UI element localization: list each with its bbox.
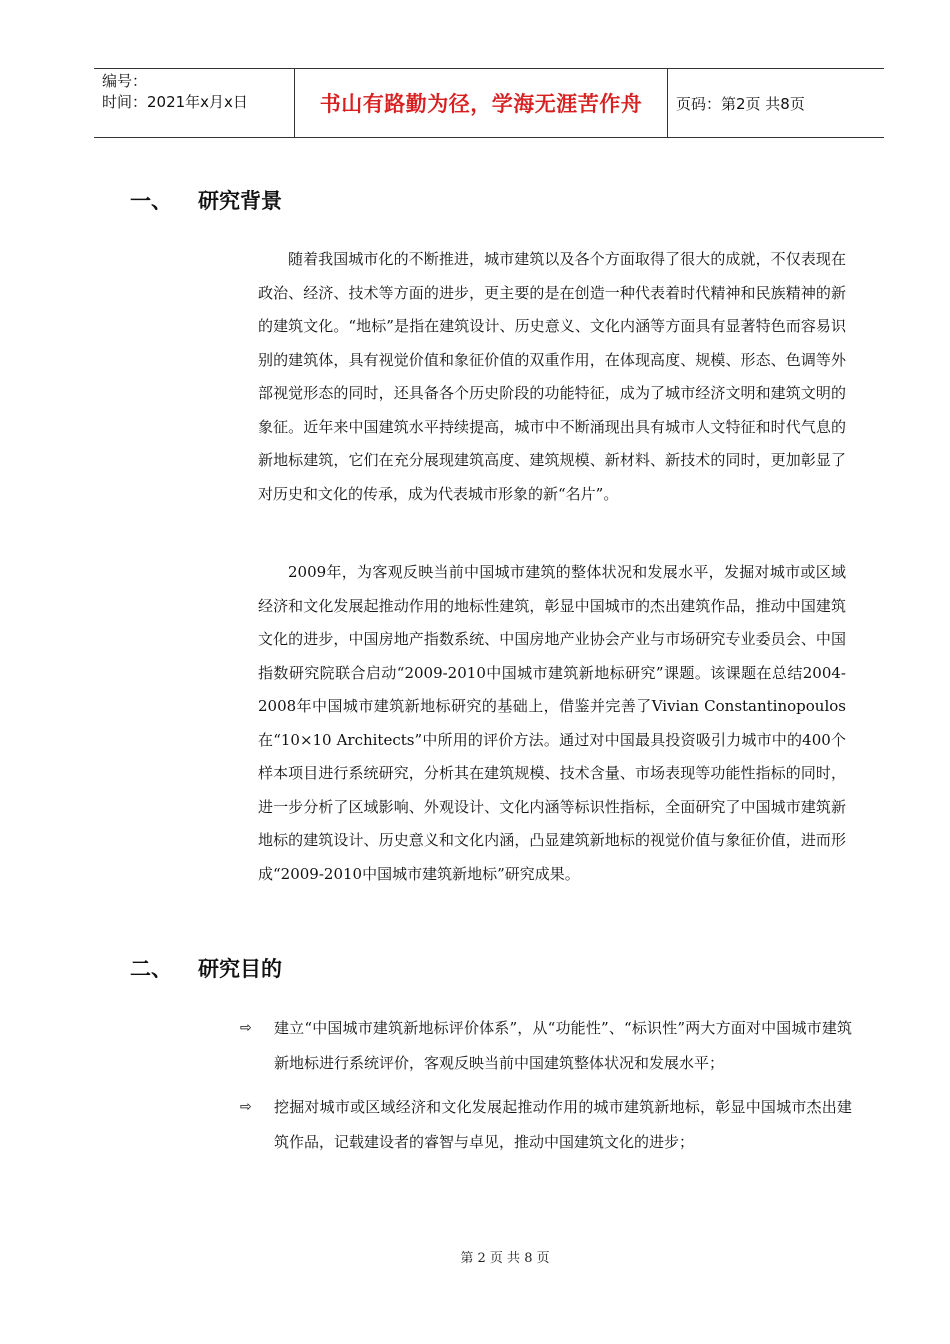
document-header (94, 68, 884, 138)
section-title: 研究背景 (198, 189, 282, 213)
section-heading-2 (130, 953, 282, 983)
arrow-right-icon: ⇨ (240, 1020, 252, 1036)
bullet-item-1 (240, 1011, 852, 1081)
section-title: 研究目的 (198, 957, 282, 981)
bullet-text: 挖掘对城市或区域经济和文化发展起推动作用的城市建筑新地标，彰显中国城市杰出建筑作品，记载建设者的睿智与卓见，推动中国建筑文化的进步； (274, 1098, 852, 1151)
header-motto: 书山有路勤为径，学海无涯苦作舟 (294, 69, 668, 137)
paragraph-background-2: 2009年，为客观反映当前中国城市建筑的整体状况和发展水平，发掘对城市或区域经济和文化发展起推动作用的地标性建筑，彰显中国城市的杰出建筑作品，推动中国建筑文化的进步，中国房地产指数系统、中国房地产业协会产业与市场研究专业委员会、中国指数研究院联合启动“2009-2010中国城市建筑新地标研究”课题。该课题在总结2004-2008年中国城市建筑新地标研究的基础上，借鉴并完善了Vivian Constantinopoulos在“10×10 Architects”中所用的评价方法。通过对中国最具投资吸引力城市中的400个样本项目进行系统研究，分析其在建筑规模、技术含量、市场表现等功能性指标的同时，进一步分析了区域影响、外观设计、文化内涵等标识性指标，全面研究了中国城市建筑新地标的建筑设计、历史意义和文化内涵，凸显建筑新地标的视觉价值与象征价值，进而形成“2009-2010中国城市建筑新地标”研究成果。 (258, 563, 846, 883)
bullet-item-2 (240, 1090, 852, 1160)
section-number: 一、 (130, 189, 172, 213)
header-meta (94, 69, 294, 137)
bullet-text: 建立“中国城市建筑新地标评价体系”，从“功能性”、“标识性”两大方面对中国城市建筑新地标进行系统评价，客观反映当前中国建筑整体状况和发展水平； (274, 1019, 852, 1072)
section-heading-1 (130, 185, 282, 215)
paragraph-background-1: 随着我国城市化的不断推进，城市建筑以及各个方面取得了很大的成就，不仅表现在政治、经济、技术等方面的进步，更主要的是在创造一种代表着时代精神和民族精神的新的建筑文化。“地标”是指在建筑设计、历史意义、文化内涵等方面具有显著特色而容易识别的建筑体，具有视觉价值和象征价值的双重作用，在体现高度、规模、形态、色调等外部视觉形态的同时，还具备各个历史阶段的功能特征，成为了城市经济文明和建筑文明的象征。近年来中国建筑水平持续提高，城市中不断涌现出具有城市人文特征和时代气息的新地标建筑，它们在充分展现建筑高度、建筑规模、新材料、新技术的同时，更加彰显了对历史和文化的传承，成为代表城市形象的新“名片”。 (258, 250, 846, 503)
number-label: 编号： (102, 72, 148, 90)
header-page-info: 页码：第2页 共8页 (676, 94, 805, 113)
arrow-right-icon: ⇨ (240, 1099, 252, 1115)
time-label: 时间：2021年x月x日 (102, 93, 248, 111)
section-number: 二、 (130, 957, 172, 981)
page-footer: 第 2 页 共 8 页 (460, 1251, 550, 1266)
